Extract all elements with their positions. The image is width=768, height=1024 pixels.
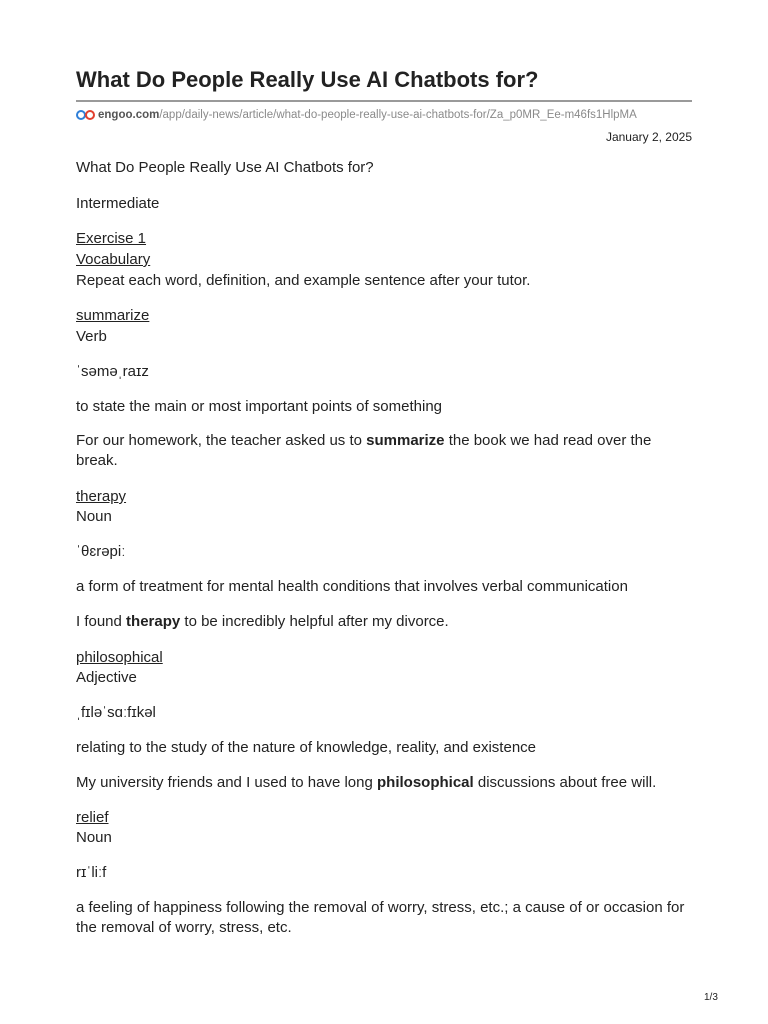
title-divider xyxy=(76,100,692,102)
vocabulary-link[interactable]: Vocabulary xyxy=(76,251,151,268)
source-link[interactable] xyxy=(76,108,637,122)
vocab-part-of-speech: Noun xyxy=(76,508,112,525)
vocab-pronunciation: ˈsəməˌraɪz xyxy=(76,363,149,380)
vocab-example-highlight: therapy xyxy=(126,613,181,630)
vocab-example-highlight: philosophical xyxy=(377,774,474,791)
page-title: What Do People Really Use AI Chatbots for? xyxy=(76,67,539,92)
vocab-part-of-speech: Verb xyxy=(76,328,107,345)
vocab-pronunciation: rɪˈliːf xyxy=(76,864,107,881)
vocab-definition: a feeling of happiness following the removal of worry, stress, etc.; a cause of or occasion for the removal of worry, stress, etc. xyxy=(76,899,685,936)
vocab-definition: to state the main or most important points of something xyxy=(76,398,443,415)
vocab-pronunciation: ˌfɪləˈsɑːfɪkəl xyxy=(76,704,156,721)
vocab-example: For our homework, the teacher asked us to summarize the book we had read over the break. xyxy=(76,432,652,469)
source-path: /app/daily-news/article/what-do-people-really-use-ai-chatbots-for/Za_p0MR_Ee-m46fs1HlpMA xyxy=(159,109,637,121)
engoo-favicon-icon xyxy=(76,110,95,120)
vocab-word-link[interactable]: therapy xyxy=(76,488,127,505)
vocab-example: My university friends and I used to have long philosophical discussions about free will. xyxy=(76,774,657,791)
vocab-word-link[interactable]: philosophical xyxy=(76,649,163,666)
page-number: 1/3 xyxy=(704,992,718,1003)
vocab-definition: relating to the study of the nature of knowledge, reality, and existence xyxy=(76,739,537,756)
vocab-word-link[interactable]: relief xyxy=(76,809,109,826)
instruction-text: Repeat each word, definition, and example sentence after your tutor. xyxy=(76,272,531,289)
vocab-definition: a form of treatment for mental health conditions that involves verbal communication xyxy=(76,578,628,595)
vocab-example: I found therapy to be incredibly helpful after my divorce. xyxy=(76,613,449,630)
level-label: Intermediate xyxy=(76,195,160,212)
vocab-example-highlight: summarize xyxy=(366,432,445,449)
article-date: January 2, 2025 xyxy=(605,130,692,144)
article-heading: What Do People Really Use AI Chatbots for? xyxy=(76,159,374,176)
vocab-pronunciation: ˈθɛrəpiː xyxy=(76,543,126,560)
exercise-link[interactable]: Exercise 1 xyxy=(76,230,147,247)
vocab-word-link[interactable]: summarize xyxy=(76,307,150,324)
source-domain: engoo.com xyxy=(98,109,160,121)
vocab-part-of-speech: Adjective xyxy=(76,669,137,686)
vocab-part-of-speech: Noun xyxy=(76,829,112,846)
